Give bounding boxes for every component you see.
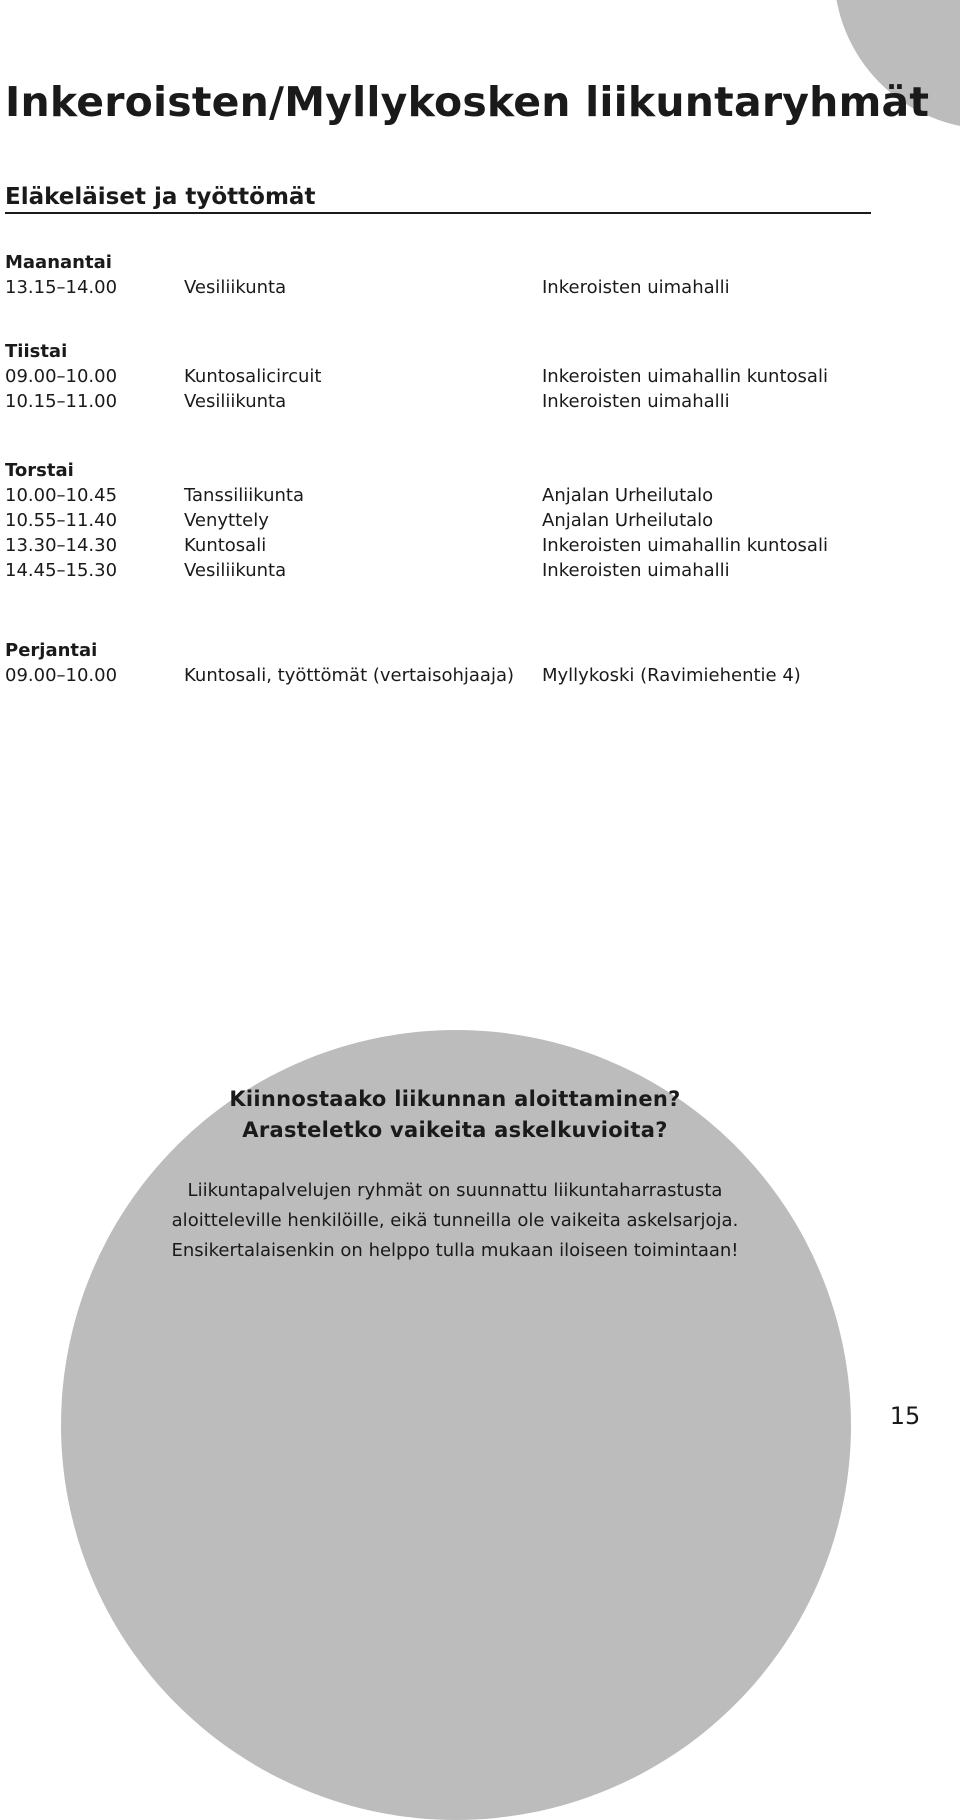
- session-time: 10.55–11.40: [5, 510, 118, 531]
- session-activity: Kuntosali: [184, 535, 267, 556]
- schedule-row: [5, 558, 730, 583]
- day-name: Torstai: [5, 460, 74, 481]
- day-block-torstai: [5, 458, 828, 583]
- session-place: Inkeroisten uimahallin kuntosali: [542, 535, 828, 556]
- decorative-info-circle: [61, 1030, 851, 1820]
- info-questions: [100, 1084, 810, 1146]
- schedule-row: [5, 508, 714, 533]
- session-time: 10.15–11.00: [5, 391, 118, 412]
- session-activity: Kuntosalicircuit: [184, 366, 322, 387]
- schedule-row: [5, 533, 828, 558]
- info-question-1: Kiinnostaako liikunnan aloittaminen?: [229, 1087, 681, 1111]
- day-name: Perjantai: [5, 640, 98, 661]
- session-time: 09.00–10.00: [5, 366, 118, 387]
- session-place: Inkeroisten uimahalli: [542, 560, 730, 581]
- session-activity: Tanssiliikunta: [184, 485, 304, 506]
- session-place: Anjalan Urheilutalo: [542, 510, 714, 531]
- session-activity: Vesiliikunta: [184, 560, 287, 581]
- info-line-3: Ensikertalaisenkin on helppo tulla mukaan iloiseen toimintaan!: [171, 1240, 739, 1261]
- session-place: Anjalan Urheilutalo: [542, 485, 714, 506]
- session-time: 13.15–14.00: [5, 277, 118, 298]
- info-question-2: Arasteletko vaikeita askelkuvioita?: [242, 1118, 668, 1142]
- session-place: Inkeroisten uimahallin kuntosali: [542, 366, 828, 387]
- schedule-row: [5, 364, 828, 389]
- session-activity: Vesiliikunta: [184, 391, 287, 412]
- section-subtitle: Eläkeläiset ja työttömät: [5, 184, 316, 210]
- session-time: 09.00–10.00: [5, 665, 118, 686]
- info-line-1: Liikuntapalvelujen ryhmät on suunnattu liikuntaharrastusta: [187, 1180, 723, 1201]
- session-activity: Venyttely: [184, 510, 269, 531]
- page-number: 15: [889, 1402, 921, 1430]
- day-name: Maanantai: [5, 252, 112, 273]
- schedule-row: [5, 389, 730, 414]
- session-time: 13.30–14.30: [5, 535, 118, 556]
- schedule-row: [5, 275, 730, 300]
- day-block-perjantai: [5, 638, 801, 688]
- session-place: Myllykoski (Ravimiehentie 4): [542, 665, 801, 686]
- subtitle-underline: [5, 212, 871, 214]
- day-block-maanantai: [5, 250, 730, 300]
- schedule-row: [5, 483, 714, 508]
- day-block-tiistai: [5, 339, 828, 414]
- session-place: Inkeroisten uimahalli: [542, 277, 730, 298]
- page-title: Inkeroisten/Myllykosken liikuntaryhmät: [5, 78, 930, 126]
- info-line-2: aloitteleville henkilöille, eikä tunneilla ole vaikeita askelsarjoja.: [171, 1210, 739, 1231]
- session-activity: Vesiliikunta: [184, 277, 287, 298]
- session-time: 14.45–15.30: [5, 560, 118, 581]
- session-activity: Kuntosali, työttömät (vertaisohjaaja): [184, 665, 514, 686]
- session-time: 10.00–10.45: [5, 485, 118, 506]
- day-name: Tiistai: [5, 341, 68, 362]
- info-paragraph: [100, 1176, 810, 1266]
- schedule-row: [5, 663, 801, 688]
- session-place: Inkeroisten uimahalli: [542, 391, 730, 412]
